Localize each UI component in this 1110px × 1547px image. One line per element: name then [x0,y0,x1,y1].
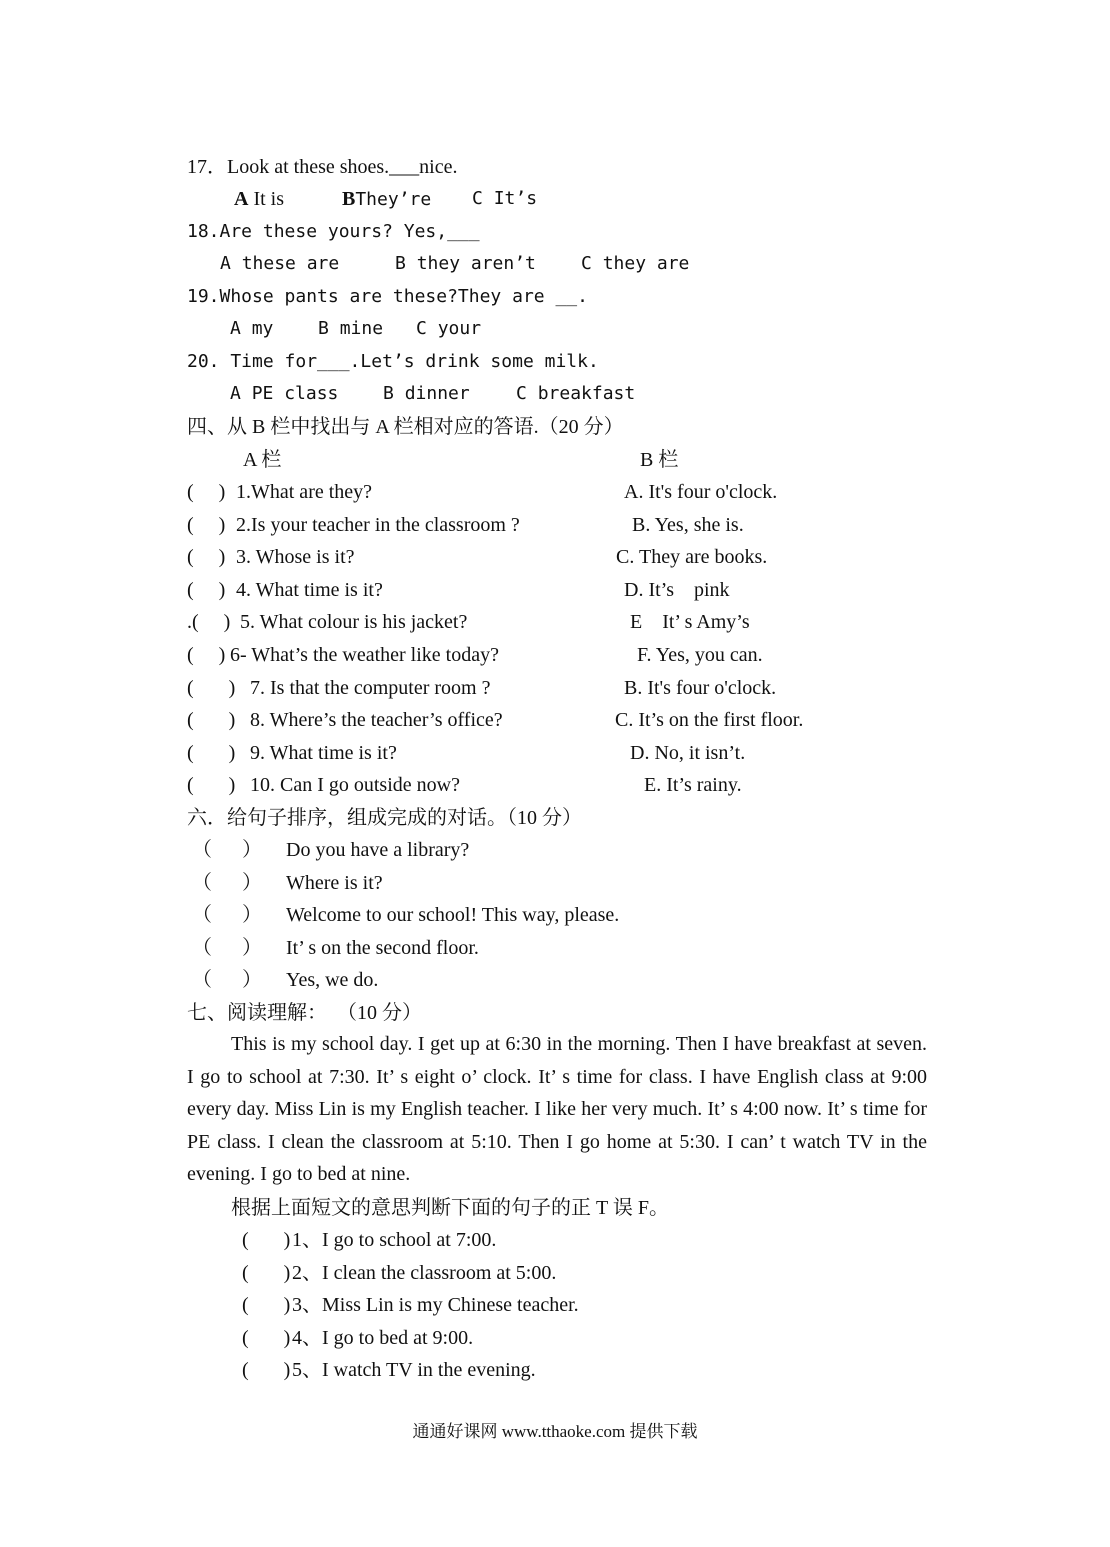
question-19-stem: 19.Whose pants are these?They are __. [187,286,588,307]
q18-option-a-text: these are [241,253,340,274]
row3-question: 3. Whose is it? [236,546,355,568]
row1-answer: A. It's four o'clock. [624,481,778,503]
tf-blank-5[interactable]: ( ) [242,1359,291,1381]
section7-title: 七、阅读理解： （10 分） [187,1002,422,1024]
row4-answer: D. It’s pink [624,579,730,601]
section4-column-b-header: B 栏 [640,449,679,471]
q20-option-b [383,382,470,406]
tf-statement-5: 5、I watch TV in the evening. [292,1359,536,1381]
row8-answer: C. It’s on the first floor. [615,709,804,731]
q20-option-a-letter: A [230,383,241,404]
dialogue-line-1: Do you have a library? [286,839,470,861]
tf-blank-2[interactable]: ( ) [242,1262,291,1284]
dialogue-line-5: Yes, we do. [286,969,379,991]
tf-statement-1: 1、I go to school at 7:00. [292,1229,497,1251]
q19-option-b-letter: B [318,318,329,339]
row2-answer-blank[interactable]: ( ) [187,514,226,536]
row9-answer: D. No, it isn’t. [630,742,746,764]
q20-option-b-text: dinner [404,383,470,404]
q18-option-c-letter: C [581,253,592,274]
q18-option-c [581,252,689,276]
q20-option-a [230,382,338,406]
q19-option-a-letter: A [230,318,241,339]
row7-answer-blank[interactable]: ( ) [187,677,236,699]
q17-option-b [342,187,431,212]
q17-option-b-text: They’re [355,189,432,210]
q20-option-c-text: breakfast [537,383,636,404]
q19-option-c-letter: C [416,318,427,339]
tf-blank-4[interactable]: ( ) [242,1327,291,1349]
row7-answer: B. It's four o'clock. [624,677,777,699]
q19-option-b-text: mine [339,318,384,339]
row9-question: 9. What time is it? [250,742,397,764]
row4-question: 4. What time is it? [236,579,383,601]
q20-option-b-letter: B [383,383,394,404]
q17-option-c-letter: C [472,188,483,209]
q19-option-a-text: my [251,318,274,339]
section7-instruction: 根据上面短文的意思判断下面的句子的正 T 误 F。 [231,1197,669,1219]
q17-option-a-letter: A [234,188,249,210]
tf-statement-4: 4、I go to bed at 9:00. [292,1327,474,1349]
row1-question: 1.What are they? [236,481,373,503]
row7-question: 7. Is that the computer room ? [250,677,491,699]
q19-option-c [416,317,481,341]
row8-question: 8. Where’s the teacher’s office? [250,709,503,731]
dialogue-line-2: Where is it? [286,872,383,894]
reading-passage [187,1028,927,1191]
row8-answer-blank[interactable]: ( ) [187,709,236,731]
question-18-stem: 18.Are these yours? Yes,___ [187,221,480,242]
q19-option-a [230,317,273,341]
q17-option-c [472,187,537,211]
section4-column-a-header: A 栏 [243,449,282,471]
question-20-stem: 20. Time for___.Let’s drink some milk. [187,351,599,372]
section6-title: 六．给句子排序，组成完成的对话。（10 分） [187,807,582,829]
row10-question: 10. Can I go outside now? [250,774,460,796]
row10-answer-blank[interactable]: ( ) [187,774,236,796]
row5-answer-blank[interactable]: .( ) [187,611,231,633]
row2-question: 2.Is your teacher in the classroom ? [236,514,520,536]
reading-passage-text: This is my school day. I get up at 6:30 in the morning. Then I have breakfast at seven. I go to school at 7:30. It’ s eight o’ clock. It’ s time for class. I have English class at 9:00 every day. Miss Lin is my English teacher. I like her very much. It’ s 4:00 now. It’ s time for PE class. I clean the classroom at 5:10. Then I go home at 5:30. I can’ t watch TV in the evening. I go to bed at nine. [187,1033,927,1186]
q18-option-b-text: they aren’t [416,253,536,274]
row3-answer-blank[interactable]: ( ) [187,546,226,568]
row6-answer: F. Yes, you can. [637,644,763,666]
order-blank-3[interactable]: （ ） [192,904,262,926]
row1-answer-blank[interactable]: ( ) [187,481,226,503]
dialogue-line-4: It’ s on the second floor. [286,937,479,959]
tf-statement-2: 2、I clean the classroom at 5:00. [292,1262,557,1284]
q20-option-c [516,382,635,406]
q18-option-c-text: they are [602,253,690,274]
q17-option-c-text: It’s [493,188,538,209]
row5-answer: E It’ s Amy’s [630,611,750,633]
q18-option-a [220,252,339,276]
q18-option-b-letter: B [395,253,406,274]
page-footer: 通通好课网 www.tthaoke.com 提供下载 [412,1422,698,1441]
row9-answer-blank[interactable]: ( ) [187,742,236,764]
q19-option-c-text: your [437,318,482,339]
row2-answer: B. Yes, she is. [632,514,744,536]
q20-option-a-text: PE class [251,383,339,404]
order-blank-5[interactable]: （ ） [192,969,262,991]
order-blank-2[interactable]: （ ） [192,872,262,894]
row4-answer-blank[interactable]: ( ) [187,579,226,601]
q19-option-b [318,317,383,341]
tf-statement-3: 3、Miss Lin is my Chinese teacher. [292,1294,579,1316]
dialogue-line-3: Welcome to our school! This way, please. [286,904,620,926]
row3-answer: C. They are books. [616,546,768,568]
order-blank-1[interactable]: （ ） [192,839,262,861]
q17-option-a-text: It is [253,188,285,210]
row10-answer: E. It’s rainy. [644,774,742,796]
tf-blank-3[interactable]: ( ) [242,1294,291,1316]
q17-option-a [234,187,284,211]
q18-option-b [395,252,536,276]
order-blank-4[interactable]: （ ） [192,937,262,959]
question-17-stem: 17．Look at these shoes.___nice. [187,156,458,178]
q20-option-c-letter: C [516,383,527,404]
section4-title: 四、从 B 栏中找出与 A 栏相对应的答语.（20 分） [187,416,624,438]
tf-blank-1[interactable]: ( ) [242,1229,291,1251]
row6-question: 6- What’s the weather like today? [230,644,499,666]
row5-question: 5. What colour is his jacket? [240,611,468,633]
q17-option-b-letter: B [342,188,356,210]
row6-answer-blank[interactable]: ( ) [187,644,226,666]
q18-option-a-letter: A [220,253,231,274]
